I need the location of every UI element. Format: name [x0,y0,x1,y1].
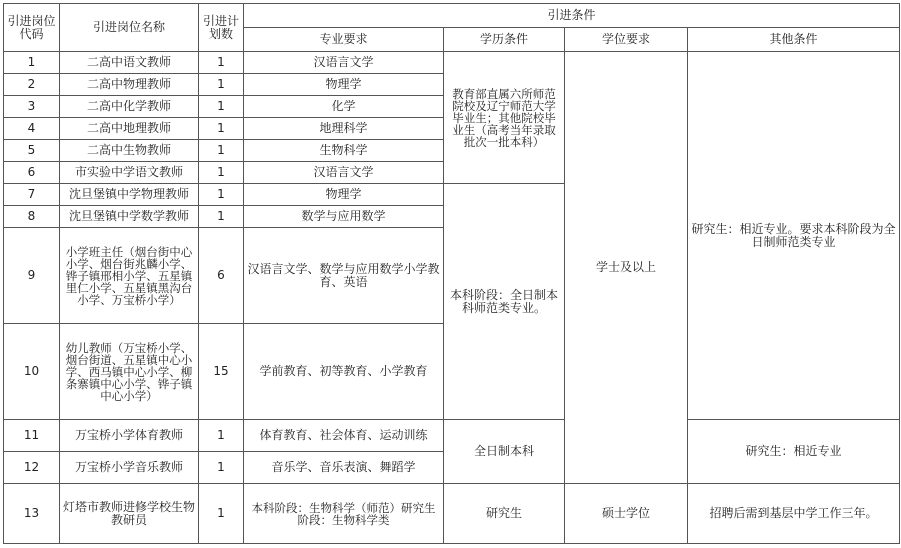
table-row [4,52,900,74]
cell-name: 市实验中学语文教师 [60,162,199,184]
cell-education-merged: 全日制本科 [444,420,565,484]
cell-major: 汉语言文学 [244,52,444,74]
cell-plan: 1 [199,74,244,96]
cell-name: 万宝桥小学体育教师 [60,420,199,452]
cell-code: 10 [4,324,60,420]
header-major: 专业要求 [244,28,444,52]
cell-major: 物理学 [244,74,444,96]
cell-plan: 1 [199,140,244,162]
cell-code: 6 [4,162,60,184]
header-plan: 引进计划数 [199,4,244,52]
cell-name: 灯塔市教师进修学校生物教研员 [60,484,199,544]
cell-code: 12 [4,452,60,484]
cell-code: 9 [4,228,60,324]
cell-name: 万宝桥小学音乐教师 [60,452,199,484]
cell-name: 二高中地理教师 [60,118,199,140]
cell-code: 1 [4,52,60,74]
cell-plan: 1 [199,484,244,544]
cell-name: 小学班主任（烟台街中心小学、烟台街兆麟小学、铧子镇邢相小学、五星镇里仁小学、五星镇黑沟台小学、万宝桥小学） [60,228,199,324]
cell-education-merged: 本科阶段：全日制本科师范类专业。 [444,184,565,420]
header-code: 引进岗位代码 [4,4,60,52]
cell-code: 4 [4,118,60,140]
cell-plan: 15 [199,324,244,420]
cell-degree-merged: 学士及以上 [565,52,688,484]
cell-other-merged: 研究生：相近专业 [688,420,900,484]
cell-name: 幼儿教师（万宝桥小学、烟台街道、五星镇中心小学、西马镇中心小学、柳条寨镇中心小学、铧子镇中心小学） [60,324,199,420]
cell-code: 7 [4,184,60,206]
cell-code: 3 [4,96,60,118]
table-row [4,420,900,452]
cell-plan: 1 [199,420,244,452]
cell-major: 物理学 [244,184,444,206]
cell-major: 汉语言文学、数学与应用数学小学教育、英语 [244,228,444,324]
header-conditions: 引进条件 [244,4,900,28]
header-other: 其他条件 [688,28,900,52]
cell-degree: 硕士学位 [565,484,688,544]
cell-education: 研究生 [444,484,565,544]
header-name: 引进岗位名称 [60,4,199,52]
cell-name: 二高中化学教师 [60,96,199,118]
header-degree: 学位要求 [565,28,688,52]
cell-major: 体育教育、社会体育、运动训练 [244,420,444,452]
cell-plan: 6 [199,228,244,324]
cell-other: 招聘后需到基层中学工作三年。 [688,484,900,544]
cell-name: 二高中语文教师 [60,52,199,74]
cell-code: 5 [4,140,60,162]
cell-name: 二高中生物教师 [60,140,199,162]
cell-code: 8 [4,206,60,228]
recruitment-table [3,3,900,544]
cell-other-merged: 研究生：相近专业。要求本科阶段为全日制师范类专业 [688,52,900,420]
cell-name: 沈旦堡镇中学数学教师 [60,206,199,228]
cell-major: 汉语言文学 [244,162,444,184]
cell-plan: 1 [199,206,244,228]
cell-major: 地理科学 [244,118,444,140]
cell-code: 11 [4,420,60,452]
cell-code: 2 [4,74,60,96]
cell-plan: 1 [199,118,244,140]
cell-plan: 1 [199,452,244,484]
cell-plan: 1 [199,52,244,74]
cell-code: 13 [4,484,60,544]
cell-major: 本科阶段：生物科学（师范）研究生阶段：生物科学类 [244,484,444,544]
cell-plan: 1 [199,96,244,118]
cell-major: 音乐学、音乐表演、舞蹈学 [244,452,444,484]
cell-major: 数学与应用数学 [244,206,444,228]
cell-name: 二高中物理教师 [60,74,199,96]
cell-major: 生物科学 [244,140,444,162]
cell-education-merged: 教育部直属六所师范院校及辽宁师范大学毕业生；其他院校毕业生（高考当年录取批次一批本科） [444,52,565,184]
header-education: 学历条件 [444,28,565,52]
table-row [4,484,900,544]
cell-plan: 1 [199,184,244,206]
cell-major: 化学 [244,96,444,118]
cell-plan: 1 [199,162,244,184]
cell-major: 学前教育、初等教育、小学教育 [244,324,444,420]
cell-name: 沈旦堡镇中学物理教师 [60,184,199,206]
